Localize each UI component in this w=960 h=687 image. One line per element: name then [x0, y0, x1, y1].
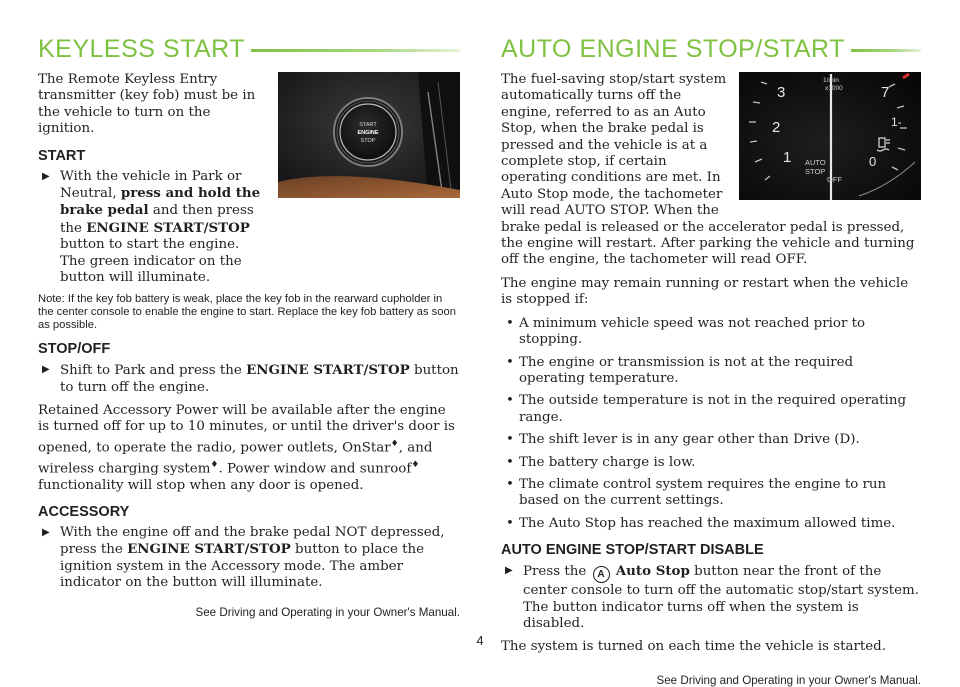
text-run: . Power window and sunroof [218, 461, 412, 477]
system-restart-note: The system is turned on each time the vehicle is started. [501, 639, 887, 655]
gauge-stop-label: STOP [805, 167, 826, 176]
diamond-mark: ♦ [411, 459, 420, 470]
arrow-icon: ▶ [42, 527, 50, 539]
arrow-icon: ▶ [42, 170, 50, 182]
heading-rule [851, 49, 921, 52]
bold-run: ENGINE START/STOP [127, 541, 291, 558]
section-title: KEYLESS START [38, 34, 246, 63]
arrow-icon: ▶ [42, 364, 50, 376]
gauge-auto-label: AUTO [805, 158, 826, 167]
accessory-step [42, 525, 460, 592]
keyless-start-section [38, 32, 460, 619]
tachometer-illustration [739, 72, 921, 200]
gauge-number-3: 3 [777, 84, 786, 101]
bold-run: Auto Stop [615, 563, 690, 580]
keyless-intro: The Remote Keyless Entry transmitter (key fob) must be in the vehicle to turn on the ignition. [38, 72, 256, 137]
list-item: • The shift lever is in any gear other than Drive (D). [501, 432, 921, 448]
text-run: With the vehicle in Park or Neutral, [60, 168, 242, 202]
arrow-icon: ▶ [505, 565, 513, 577]
bold-run: press and hold the brake pedal [60, 185, 261, 219]
text-run: Press the [523, 564, 591, 580]
text-run: , and wireless charging system [38, 440, 433, 477]
gauge-unit-rpm: 1/min [823, 77, 839, 84]
text-run: button to start the engine. The green indicator on the button will illuminate. [60, 237, 242, 286]
left-manual-reference: See Driving and Operating in your Owner's Manual. [195, 605, 460, 619]
text-run: button near the front of the center console to turn off the automatic stop/start system. The button indicator turns off when the system is disabled. [523, 564, 919, 631]
accessory-subheading: ACCESSORY [38, 504, 130, 521]
gauge-temp-hot: 1- [891, 115, 902, 129]
conditions-intro: The engine may remain running or restart when the vehicle is stopped if: [501, 275, 909, 308]
section-title: AUTO ENGINE STOP/START [501, 34, 845, 63]
auto-stop-section [501, 32, 921, 687]
list-item: • The Auto Stop has reached the maximum allowed time. [501, 516, 921, 532]
list-item: • The engine or transmission is not at the required operating temperature. [501, 355, 921, 388]
retained-power-paragraph [38, 403, 460, 494]
heading-rule [251, 49, 460, 52]
text-run: With the engine off and the brake pedal NOT depressed, press the [60, 525, 445, 558]
photo-label-start: START [359, 122, 377, 128]
start-button-photo [278, 72, 460, 198]
list-item: • A minimum vehicle speed was not reached prior to stopping. [501, 316, 921, 349]
disable-step-text [523, 563, 921, 632]
gauge-temp-cold: 0 [869, 154, 877, 169]
text-run: Retained Accessory Power will be available after the engine is turned off for up to 10 minutes, or until the driver's door is opened, to operate the radio, power outlets, OnStar [38, 403, 455, 456]
list-item: • The outside temperature is not in the required operating range. [501, 393, 921, 426]
stopoff-step [42, 362, 460, 396]
bold-run: ENGINE START/STOP [86, 219, 250, 236]
auto-stop-intro: The fuel-saving stop/start system automatically turns off the engine, referred to as an Auto Stop, when the brake pedal is pressed and the vehicle is at a complete stop, if certain operating conditions are met. In Auto Stop mode, the tachometer will read AUTO STOP. When the brake pedal is released or the accelerator pedal is pressed, the engine will restart. After parking the vehicle and turning off the engine, the tachometer will read OFF. [501, 72, 915, 268]
text-run: button to place the ignition system in the Accessory mode. The amber indicator on the button will illuminate. [60, 542, 425, 591]
text-run: Shift to Park and press the [60, 363, 247, 379]
keyless-start-heading [38, 32, 460, 66]
photo-label-stop: STOP [360, 138, 376, 144]
gauge-number-2: 2 [772, 119, 781, 136]
disable-subheading: AUTO ENGINE STOP/START DISABLE [501, 542, 764, 559]
list-item: • The battery charge is low. [501, 455, 921, 471]
bold-run: ENGINE START/STOP [246, 362, 410, 379]
photo-label-engine: ENGINE [357, 130, 379, 136]
start-subheading: START [38, 147, 86, 164]
text-run: button to turn off the engine. [60, 363, 459, 395]
gauge-off-label: OFF [827, 175, 842, 184]
start-button-illustration [278, 72, 460, 198]
stopoff-subheading: STOP/OFF [38, 341, 111, 358]
gauge-unit-multiplier: x1000 [825, 85, 843, 92]
tachometer-image [739, 72, 921, 200]
text-run: functionality will stop when any door is opened. [38, 477, 364, 493]
gauge-number-1: 1 [783, 149, 792, 166]
disable-step [505, 563, 921, 632]
start-step-text [60, 169, 268, 287]
diamond-mark: ♦ [210, 459, 219, 470]
gauge-number-7: 7 [881, 84, 890, 101]
text-run: and then press the [60, 203, 254, 236]
stopoff-step-text [60, 362, 460, 396]
accessory-step-text [60, 525, 460, 592]
conditions-list [501, 316, 921, 532]
start-step [42, 169, 268, 287]
page-number: 4 [476, 633, 484, 648]
auto-stop-heading [501, 32, 921, 66]
diamond-mark: ♦ [390, 438, 399, 449]
auto-stop-icon: A [593, 566, 610, 583]
list-item: • The climate control system requires the engine to run based on the current settings. [501, 477, 921, 510]
key-fob-note: Note: If the key fob battery is weak, place the key fob in the rearward cupholder in the center console to enable the engine to start. Replace the key fob battery as soon as possible. [38, 293, 456, 331]
right-manual-reference: See Driving and Operating in your Owner's Manual. [656, 673, 921, 687]
